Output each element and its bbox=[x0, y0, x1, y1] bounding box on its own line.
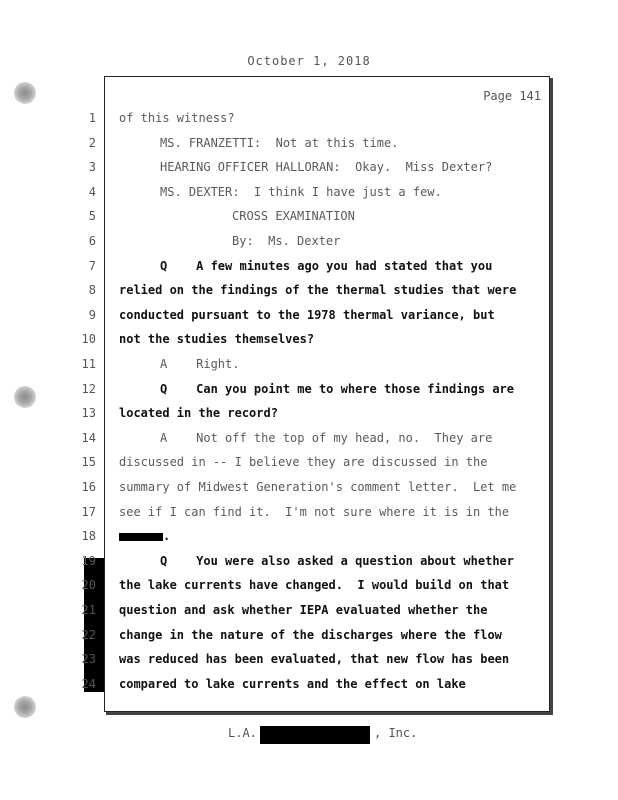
transcript-line-text: conducted pursuant to the 1978 thermal variance, but bbox=[119, 308, 495, 322]
transcript-line-text: CROSS EXAMINATION bbox=[232, 209, 355, 223]
line-number: 22 bbox=[81, 628, 96, 642]
binder-hole-bottom bbox=[14, 696, 36, 718]
transcript-line bbox=[119, 505, 509, 519]
line-number: 8 bbox=[88, 283, 96, 297]
transcript-line-text: compared to lake currents and the effect on lake bbox=[119, 677, 466, 691]
transcript-line-text: Q Can you point me to where those findings are bbox=[160, 382, 515, 396]
transcript-line bbox=[160, 382, 514, 396]
line-number: 23 bbox=[81, 652, 96, 666]
transcript-line bbox=[160, 554, 514, 568]
transcript-line-text: the lake currents have changed. I would build on that bbox=[119, 578, 510, 592]
transcript-line-text: not the studies themselves? bbox=[119, 332, 315, 346]
line-number: 18 bbox=[81, 529, 96, 543]
transcript-line-text: A Not off the top of my head, no. They are bbox=[160, 431, 493, 445]
transcript-line-text: Q You were also asked a question about whether bbox=[160, 554, 515, 568]
transcript-line bbox=[119, 677, 466, 691]
line-number: 12 bbox=[81, 382, 96, 396]
transcript-line-text: see if I can find it. I'm not sure where it is in the bbox=[119, 505, 510, 519]
line-number: 11 bbox=[81, 357, 96, 371]
transcript-line bbox=[119, 283, 516, 297]
transcript-line-text: Q A few minutes ago you had stated that you bbox=[160, 259, 493, 273]
transcript-line bbox=[119, 628, 502, 642]
transcript-line-text: was reduced has been evaluated, that new flow has been bbox=[119, 652, 510, 666]
transcript-line-text: discussed in -- I believe they are discussed in the bbox=[119, 455, 488, 469]
line-number: 3 bbox=[88, 160, 96, 174]
transcript-line-text: question and ask whether IEPA evaluated whether the bbox=[119, 603, 488, 617]
transcript-line-text: MS. FRANZETTI: Not at this time. bbox=[160, 136, 399, 150]
transcript-line-text: . bbox=[163, 529, 171, 543]
transcript-line bbox=[232, 234, 340, 248]
transcript-line-text: MS. DEXTER: I think I have just a few. bbox=[160, 185, 442, 199]
line-number: 6 bbox=[88, 234, 96, 248]
line-number: 14 bbox=[81, 431, 96, 445]
transcript-line-text: By: Ms. Dexter bbox=[232, 234, 341, 248]
transcript-line bbox=[119, 332, 314, 346]
transcript-line bbox=[119, 578, 509, 592]
transcript-line bbox=[119, 406, 278, 420]
transcript-line bbox=[119, 603, 487, 617]
transcript-line bbox=[119, 111, 235, 125]
transcript-line bbox=[160, 431, 492, 445]
header-date: October 1, 2018 bbox=[247, 54, 371, 68]
footer-redaction bbox=[260, 726, 370, 744]
line-number: 13 bbox=[81, 406, 96, 420]
line-number: 2 bbox=[88, 136, 96, 150]
line-number: 21 bbox=[81, 603, 96, 617]
transcript-line bbox=[160, 136, 398, 150]
line-number: 17 bbox=[81, 505, 96, 519]
binder-hole-middle bbox=[14, 386, 36, 408]
transcript-line bbox=[232, 209, 355, 223]
transcript-line-text: located in the record? bbox=[119, 406, 278, 420]
line-number: 7 bbox=[88, 259, 96, 273]
line-number: 15 bbox=[81, 455, 96, 469]
footer-left-text: L.A. bbox=[228, 726, 257, 740]
transcript-line bbox=[119, 480, 516, 494]
transcript-line-text: A Right. bbox=[160, 357, 240, 371]
transcript-line bbox=[160, 185, 442, 199]
transcript-line bbox=[160, 357, 239, 371]
frame-shadow-right bbox=[550, 78, 553, 715]
transcript-line-text: of this witness? bbox=[119, 111, 235, 125]
transcript-line bbox=[119, 308, 495, 322]
line-number: 4 bbox=[88, 185, 96, 199]
frame-shadow-bottom bbox=[106, 712, 553, 715]
transcript-line-text: HEARING OFFICER HALLORAN: Okay. Miss Dexter? bbox=[160, 160, 493, 174]
transcript-line-text: change in the nature of the discharges where the flow bbox=[119, 628, 502, 642]
transcript-line bbox=[160, 160, 492, 174]
binder-hole-top bbox=[14, 82, 36, 104]
transcript-line bbox=[119, 455, 487, 469]
line-number: 16 bbox=[81, 480, 96, 494]
line-number: 1 bbox=[88, 111, 96, 125]
line-number: 24 bbox=[81, 677, 96, 691]
line-number: 20 bbox=[81, 578, 96, 592]
line-number: 5 bbox=[88, 209, 96, 223]
inline-redaction bbox=[119, 533, 163, 541]
line-number: 10 bbox=[81, 332, 96, 346]
transcript-line bbox=[160, 259, 492, 273]
page-number: Page 141 bbox=[483, 89, 541, 103]
transcript-line bbox=[119, 652, 509, 666]
line-number: 9 bbox=[88, 308, 96, 322]
transcript-line-text: relied on the findings of the thermal studies that were bbox=[119, 283, 517, 297]
transcript-line bbox=[119, 529, 170, 543]
footer-right-text: , Inc. bbox=[374, 726, 418, 740]
line-number: 19 bbox=[81, 554, 96, 568]
transcript-line-text: summary of Midwest Generation's comment letter. Let me bbox=[119, 480, 517, 494]
